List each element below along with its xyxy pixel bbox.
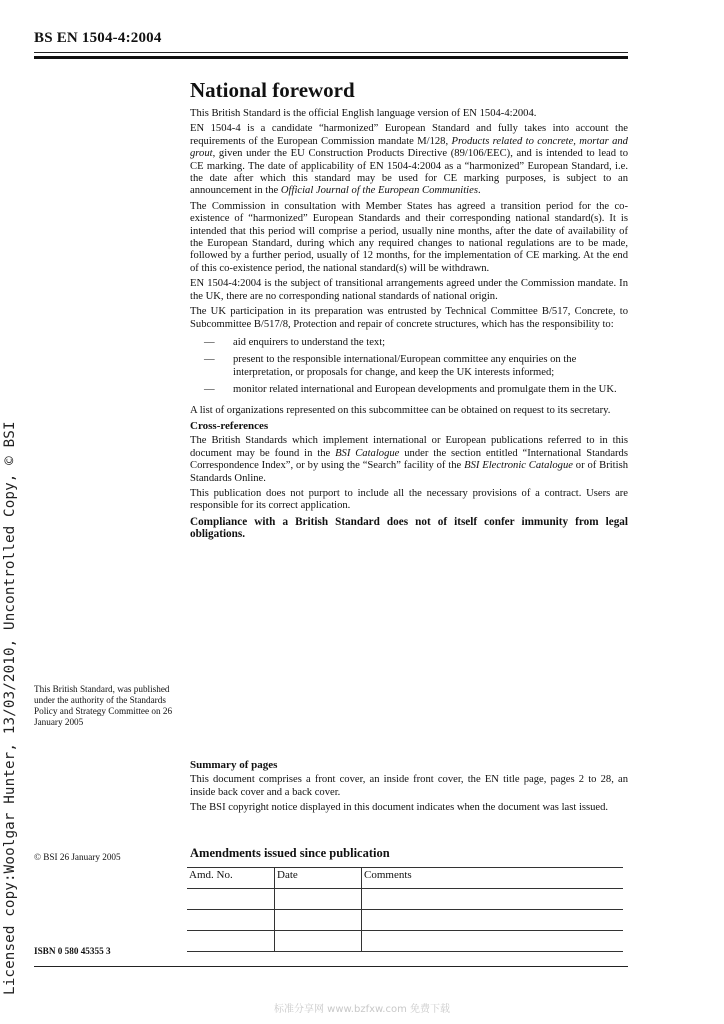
table-cell <box>362 910 624 931</box>
foreword-paragraph-6: A list of organizations represented on this subcommittee can be obtained on request to its secretary. <box>190 404 611 416</box>
text-run: or of British Standards Online. <box>190 460 628 484</box>
table-cell <box>362 889 624 910</box>
dash-marker: — <box>204 354 215 366</box>
national-foreword <box>190 78 628 544</box>
compliance-statement: Compliance with a British Standard does not of itself confer immunity from legal obligations. <box>190 515 628 541</box>
text-run: . <box>477 185 481 197</box>
list-item <box>190 354 628 379</box>
responsibility-list <box>190 337 628 397</box>
footer-rule <box>34 966 628 967</box>
summary-paragraph-2: The BSI copyright notice displayed in this document indicates when the document was last issued. <box>190 802 609 814</box>
table-cell <box>187 910 275 931</box>
license-watermark: Licensed copy:Woolgar Hunter, 13/03/2010, Uncontrolled Copy, © BSI <box>2 421 18 995</box>
column-header: Date <box>275 868 362 889</box>
list-item <box>190 337 628 349</box>
table-cell <box>275 910 362 931</box>
isbn: ISBN 0 580 45355 3 <box>34 946 111 956</box>
summary-of-pages <box>190 759 628 818</box>
table-cell <box>187 931 275 952</box>
list-item <box>190 384 628 396</box>
text-run: under the section entitled “International Standards Correspondence Index”, or by using the “Search” facility of the <box>190 447 628 472</box>
summary-heading: Summary of pages <box>190 759 278 771</box>
summary-paragraph-1: This document comprises a front cover, an inside front cover, the EN title page, pages 2 to 28, an inside back cover and a back cover. <box>190 774 628 798</box>
dash-marker: — <box>204 336 215 348</box>
table-row <box>187 889 623 910</box>
amendments-heading: Amendments issued since publication <box>190 846 390 860</box>
column-header: Amd. No. <box>187 868 275 889</box>
italic-title: BSI Electronic Catalogue <box>464 460 573 472</box>
cross-references-heading: Cross-references <box>190 419 269 432</box>
table-row <box>187 910 623 931</box>
foreword-paragraph-8: This publication does not purport to include all the necessary provisions of a contract. Users are responsible for its correct application. <box>190 487 628 512</box>
dash-marker: — <box>204 384 215 396</box>
document-number: BS EN 1504-4:2004 <box>34 30 162 46</box>
foreword-paragraph-2 <box>190 123 628 197</box>
foreword-paragraph-1: This British Standard is the official English language version of EN 1504-4:2004. <box>190 108 537 119</box>
list-item-text: present to the responsible international/European committee any enquiries on the interpretation, or proposals for change, and keep the UK interests informed; <box>233 354 577 378</box>
list-item-text: aid enquirers to understand the text; <box>233 336 386 348</box>
foreword-heading: National foreword <box>190 78 355 102</box>
foreword-paragraph-5: The UK participation in its preparation was entrusted by Technical Committee B/517, Concrete, to Subcommittee B/517/8, Protection and repair of concrete structures, which has the responsibility to: <box>190 306 628 330</box>
table-header-row <box>187 868 623 889</box>
publication-authority-note: This British Standard, was published under the authority of the Standards Policy and Strategy Committee on 26 January 2005 <box>34 684 173 727</box>
copyright-notice: © BSI 26 January 2005 <box>34 852 121 862</box>
table-cell <box>275 931 362 952</box>
italic-title: Products related to concrete, mortar and grout <box>190 135 628 160</box>
site-watermark: 标准分享网 www.bzfxw.com 免费下载 <box>274 1004 450 1015</box>
foreword-paragraph-7 <box>190 435 628 485</box>
table-row <box>187 931 623 952</box>
table-cell <box>362 931 624 952</box>
list-item-text: monitor related international and European developments and promulgate them in the UK. <box>233 384 617 396</box>
table-cell <box>187 889 275 910</box>
foreword-paragraph-4: EN 1504-4:2004 is the subject of transitional arrangements agreed under the Commission mandate. In the UK, there are no corresponding national standards of national origin. <box>190 278 628 302</box>
amendments-table <box>187 867 623 952</box>
column-header: Comments <box>362 868 624 889</box>
table-cell <box>275 889 362 910</box>
text-run: The British Standards which implement international or European publications referred to in this document may be found in the <box>190 435 628 459</box>
text-run: EN 1504-4 is a candidate “harmonized” European Standard and fully takes into account the requirements of the European Commission mandate M/128, <box>190 123 628 147</box>
italic-title: BSI Catalogue <box>335 447 400 459</box>
header-rule-thin <box>34 52 628 53</box>
header-rule-thick <box>34 56 628 59</box>
italic-title: Official Journal of the European Communities <box>280 185 478 197</box>
foreword-paragraph-3: The Commission in consultation with Member States has agreed a transition period for the co-existence of “harmonized” European Standards and their corresponding national standard(s). It is intended that this period will comprise a period, usually nine months, after the date of availability of the European Standard, during which any required changes to national regulations are to be made, followed by a further period, usually of 12 months, for the implementation of CE marking. At the end of this co-existence period, the national standard(s) will be withdrawn. <box>190 200 628 274</box>
text-run: , given under the EU Construction Products Directive (89/106/EEC), and is intended to lead to CE marking. The date of applicability of EN 1504-4:2004 as a “harmonized” European Standard, i.e. the date after which this standard may be used for CE marking purposes, is subject to an announcement in the <box>190 148 628 197</box>
